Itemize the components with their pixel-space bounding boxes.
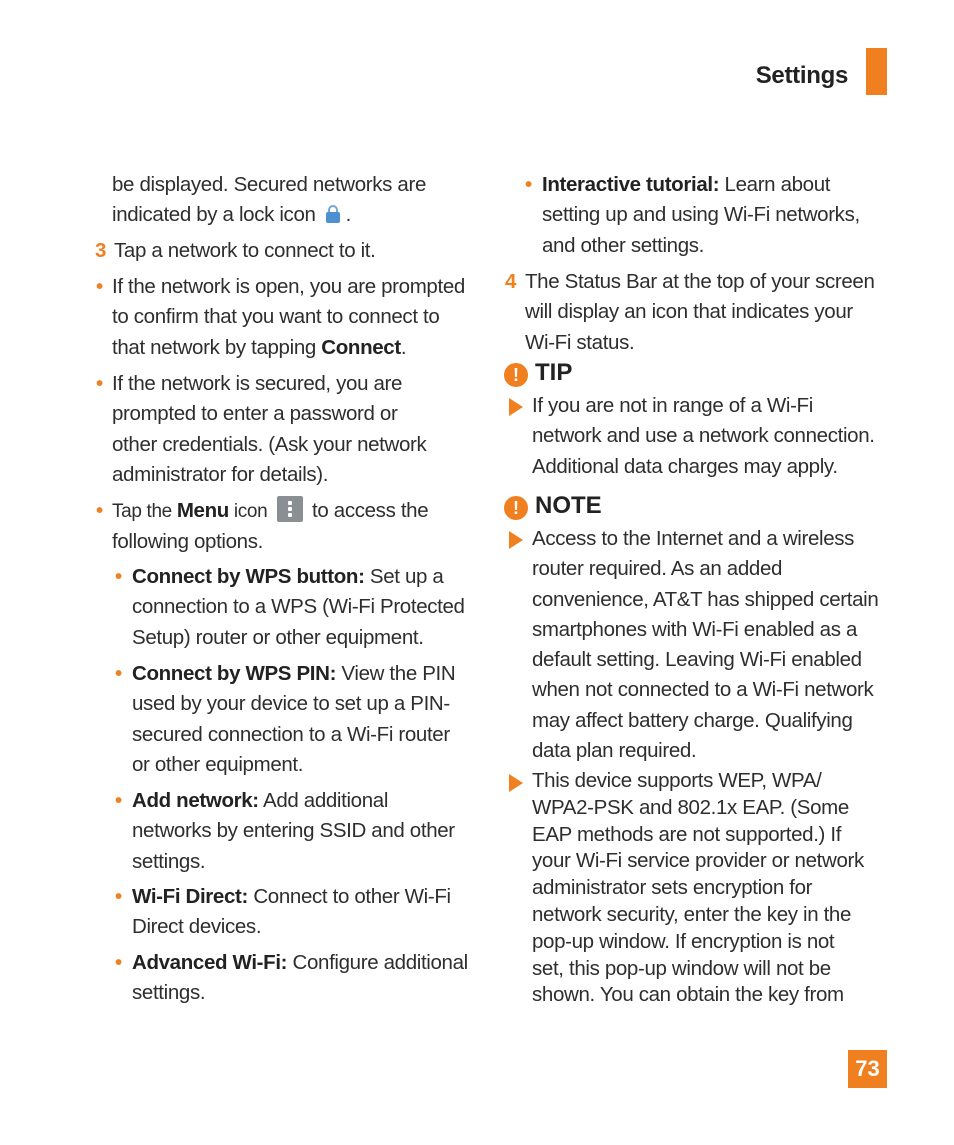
bullet-open-network: • If the network is open, you are prompted to confirm that you want to connect to that network by tapping Connect. bbox=[96, 272, 496, 363]
bullet-secured-network: • If the network is secured, you are prompted to enter a password or other credentials. (Ask your network administrator for details). bbox=[96, 369, 496, 490]
bullet-line: that network by tapping Connect. bbox=[112, 335, 407, 359]
section-title: Settings bbox=[755, 62, 848, 89]
option-add-network: • Add network: Add additional networks by entering SSID and other settings. bbox=[115, 789, 455, 873]
bullet-menu-options: • Tap the Menu icon to access the following options. bbox=[96, 496, 496, 558]
step-4: 4 The Status Bar at the top of your screen will display an icon that indicates your Wi-Fi status. bbox=[505, 267, 905, 358]
left-column bbox=[112, 170, 492, 231]
intro-line-1: be displayed. Secured networks are bbox=[112, 173, 427, 196]
option-interactive-tutorial: • Interactive tutorial: Learn about setting up and using Wi-Fi networks, and other settings. bbox=[525, 173, 860, 257]
option-label: Advanced Wi-Fi: bbox=[132, 951, 288, 974]
note-exclamation-icon: ! bbox=[504, 496, 528, 520]
option-wps-pin: • Connect by WPS PIN: View the PIN used by your device to set up a PIN- secured connection to a Wi-Fi router or other equipment. bbox=[115, 662, 456, 776]
option-label: Connect by WPS PIN: bbox=[132, 662, 337, 685]
intro-line-2: indicated by a lock icon . bbox=[112, 203, 351, 227]
option-label: Connect by WPS button: bbox=[132, 565, 365, 588]
bullet-line: If the network is open, you are prompted bbox=[112, 275, 465, 298]
section-tab-marker bbox=[866, 48, 887, 95]
triangle-bullet-icon bbox=[509, 774, 523, 792]
tip-item: If you are not in range of a Wi-Fi network and use a network connection. Additional data charges may apply. bbox=[532, 394, 875, 478]
option-wps-button: • Connect by WPS button: Set up a connection to a WPS (Wi-Fi Protected Setup) router or other equipment. bbox=[115, 565, 465, 649]
note-item-1: Access to the Internet and a wireless router required. As an added convenience, AT&T has shipped certain smartphones with Wi-Fi enabled as a default setting. Leaving Wi-Fi enabled when not connected to a Wi-Fi network may affect battery charge. Qualifying data plan required. bbox=[532, 527, 879, 763]
option-wifi-direct: • Wi-Fi Direct: Connect to other Wi-Fi Direct devices. bbox=[115, 885, 451, 939]
bullet-line: Tap the Menu icon to access the bbox=[112, 496, 496, 527]
bullet-line: If the network is secured, you are bbox=[112, 372, 403, 395]
step-number: 4 bbox=[505, 270, 517, 293]
bullet-line: prompted to enter a password or bbox=[112, 402, 398, 426]
triangle-bullet-icon bbox=[509, 531, 523, 549]
tip-exclamation-icon: ! bbox=[504, 363, 528, 387]
tip-heading: TIP bbox=[535, 359, 573, 386]
note-item-2: This device supports WEP, WPA/ WPA2-PSK and 802.1x EAP. (Some EAP methods are not supported.) If your Wi-Fi service provider or network administrator sets encryption for network security, enter the key in the pop-up window. If encryption is not set, this pop-up window will not be shown. You can obtain the key from bbox=[532, 769, 864, 1007]
option-label: Wi-Fi Direct: bbox=[132, 885, 248, 908]
option-label: Add network: bbox=[132, 789, 259, 812]
option-advanced-wifi: • Advanced Wi-Fi: Configure additional settings. bbox=[115, 951, 468, 1005]
menu-icon bbox=[277, 496, 303, 522]
bullet-line: following options. bbox=[112, 530, 263, 554]
bullet-line: other credentials. (Ask your network bbox=[112, 432, 427, 456]
page-number: 73 bbox=[848, 1050, 887, 1088]
note-heading: NOTE bbox=[535, 492, 602, 519]
step-3 bbox=[95, 236, 495, 266]
triangle-bullet-icon bbox=[509, 398, 523, 416]
step-text: Tap a network to connect to it. bbox=[114, 239, 376, 262]
bullet-line: administrator for details). bbox=[112, 462, 329, 486]
lock-icon bbox=[326, 205, 340, 223]
option-label: Interactive tutorial: bbox=[542, 173, 720, 196]
bullet-line: to confirm that you want to connect to bbox=[112, 305, 440, 329]
step-number: 3 bbox=[95, 239, 107, 262]
